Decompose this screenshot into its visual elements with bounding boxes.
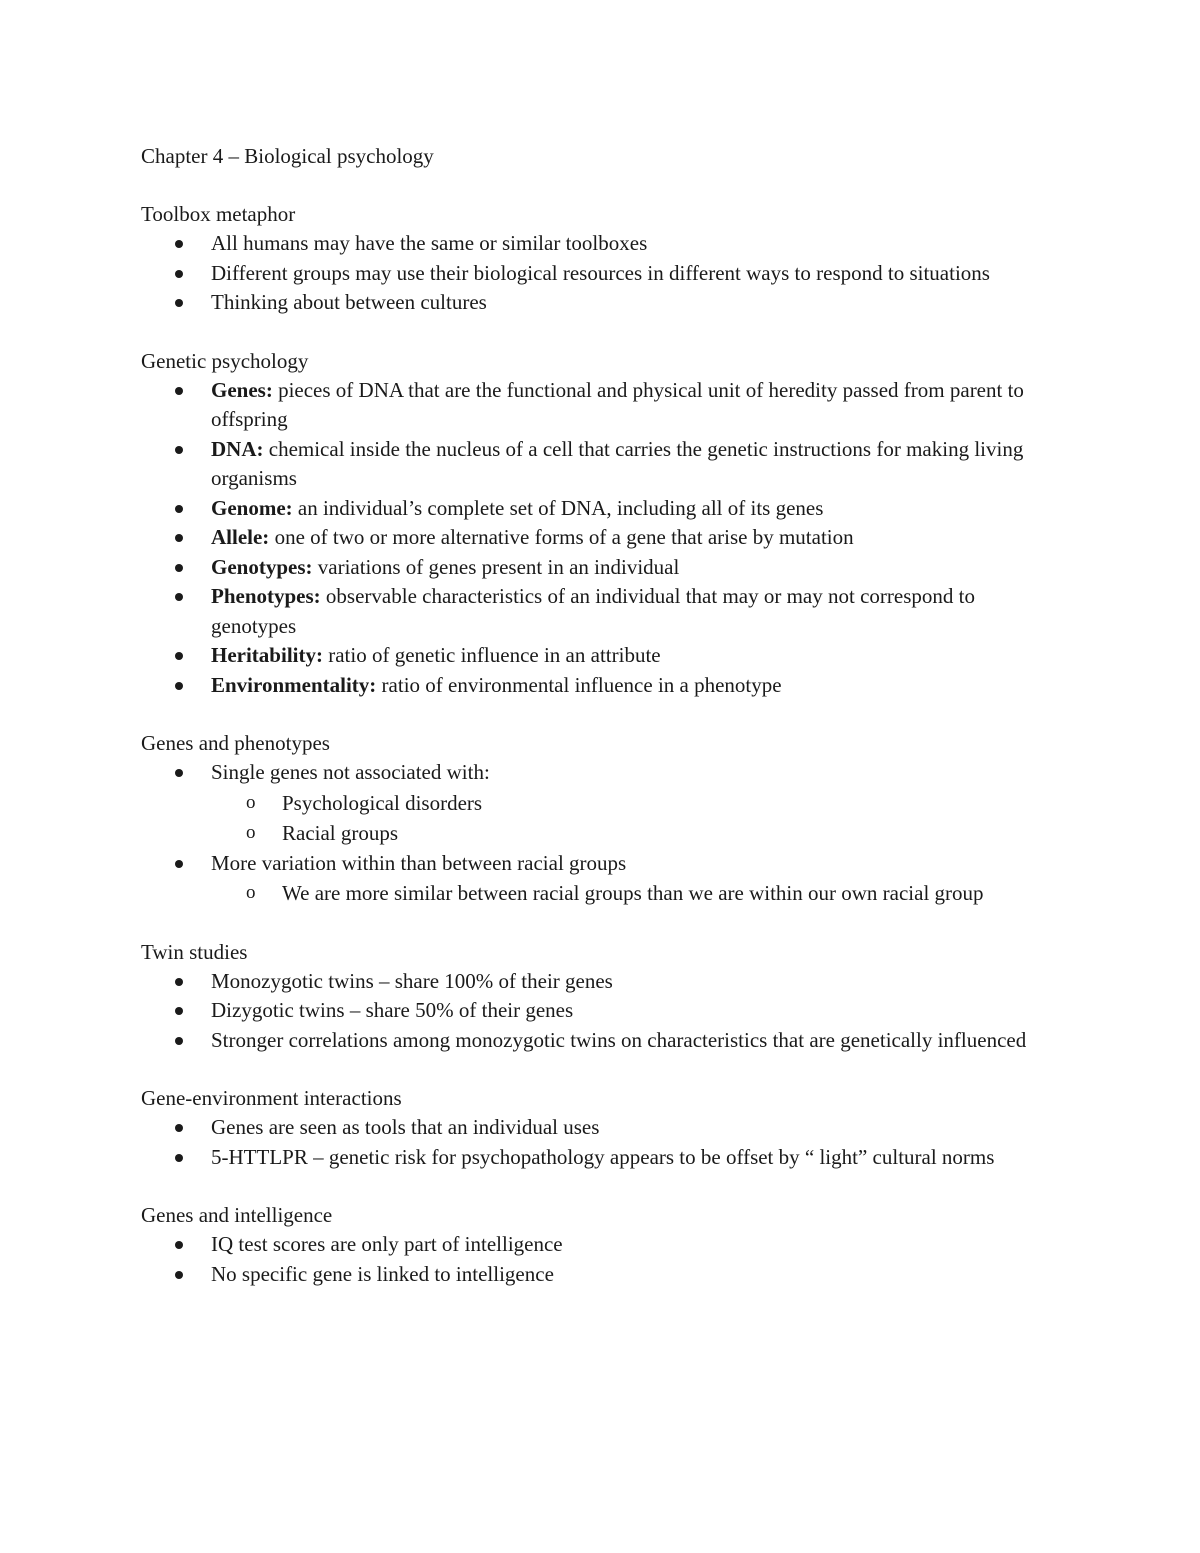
- term-label: DNA:: [211, 436, 264, 461]
- bullet-list: [141, 229, 1061, 318]
- bullet-icon: [175, 240, 183, 248]
- term-label: Environmentality:: [211, 672, 377, 697]
- item-text: Dizygotic twins – share 50% of their genes: [211, 998, 574, 1022]
- item-text: variations of genes present in an individual: [312, 554, 680, 579]
- bullet-icon: [175, 299, 183, 307]
- bullet-icon: [175, 769, 183, 777]
- item-text: Thinking about between cultures: [211, 290, 487, 314]
- list-item: [211, 996, 1061, 1026]
- bullet-list: [141, 1230, 1061, 1289]
- list-item: [211, 582, 1061, 641]
- sub-item-text: We are more similar between racial groups than we are within our own racial group: [282, 881, 984, 905]
- term-label: Genome:: [211, 495, 293, 520]
- section: [141, 729, 1061, 909]
- bullet-list: [141, 1113, 1061, 1172]
- item-text: Genes are seen as tools that an individual uses: [211, 1115, 600, 1139]
- term-label: Genotypes:: [211, 554, 313, 579]
- document-title: Chapter 4 – Biological psychology: [141, 144, 434, 168]
- list-item: [211, 758, 1061, 849]
- sub-bullet-icon: o: [246, 822, 256, 843]
- section: [141, 347, 1061, 701]
- sub-list-item: [246, 878, 1061, 909]
- bullet-list: [141, 376, 1061, 701]
- list-item: [211, 1143, 1061, 1173]
- section-heading: Toolbox metaphor: [141, 202, 296, 226]
- item-text: Stronger correlations among monozygotic twins on characteristics that are genetically influenced: [211, 1027, 1027, 1052]
- list-item: [211, 1113, 1061, 1143]
- section-heading: Twin studies: [141, 939, 248, 964]
- list-item: [211, 1230, 1061, 1260]
- bullet-icon: [175, 1007, 183, 1015]
- list-item: [211, 435, 1061, 494]
- bullet-list: [141, 967, 1061, 1056]
- bullet-icon: [175, 387, 183, 395]
- bullet-icon: [175, 978, 183, 986]
- list-item: [211, 1260, 1061, 1290]
- item-text: All humans may have the same or similar toolboxes: [211, 231, 648, 255]
- bullet-icon: [175, 652, 183, 660]
- item-text: ratio of environmental influence in a phenotype: [376, 672, 782, 697]
- bullet-icon: [175, 505, 183, 513]
- bullet-icon: [175, 564, 183, 572]
- item-text: Single genes not associated with:: [211, 760, 490, 784]
- bullet-icon: [175, 270, 183, 278]
- item-text: an individual’s complete set of DNA, including all of its genes: [292, 495, 824, 520]
- list-item: [211, 553, 1061, 583]
- document-page: [141, 142, 1061, 1289]
- item-text: No specific gene is linked to intelligence: [211, 1261, 554, 1286]
- section: [141, 938, 1061, 1056]
- bullet-icon: [175, 1154, 183, 1162]
- section-heading: Gene-environment interactions: [141, 1086, 402, 1110]
- term-label: Allele:: [211, 525, 270, 549]
- sub-item-text: Psychological disorders: [282, 790, 483, 815]
- section-heading: Genetic psychology: [141, 348, 309, 373]
- sub-list-item: [246, 818, 1061, 849]
- list-item: [211, 288, 1061, 318]
- bullet-icon: [175, 1241, 183, 1249]
- item-text: chemical inside the nucleus of a cell that carries the genetic instructions for making living organisms: [211, 436, 1024, 490]
- section: [141, 1201, 1061, 1289]
- sections-container: [141, 200, 1061, 1289]
- list-item: [211, 641, 1061, 671]
- item-text: pieces of DNA that are the functional and physical unit of heredity passed from parent to offspring: [211, 377, 1024, 431]
- item-text: IQ test scores are only part of intelligence: [211, 1232, 563, 1256]
- bullet-icon: [175, 860, 183, 868]
- term-label: Genes:: [211, 377, 273, 402]
- section: [141, 1084, 1061, 1172]
- item-text: More variation within than between racial groups: [211, 850, 627, 875]
- term-label: Phenotypes:: [211, 584, 321, 608]
- list-item: [211, 967, 1061, 997]
- item-text: Different groups may use their biological resources in different ways to respond to situations: [211, 260, 990, 285]
- section: [141, 200, 1061, 318]
- bullet-icon: [175, 534, 183, 542]
- bullet-icon: [175, 593, 183, 601]
- list-item: [211, 671, 1061, 701]
- bullet-icon: [175, 682, 183, 690]
- bullet-icon: [175, 446, 183, 454]
- sub-bullet-icon: o: [246, 882, 256, 903]
- sub-list: [211, 788, 1061, 849]
- list-item: [211, 376, 1061, 435]
- sub-list-item: [246, 788, 1061, 819]
- list-item: [211, 849, 1061, 909]
- list-item: [211, 494, 1061, 524]
- item-text: observable characteristics of an individual that may or may not correspond to genotypes: [211, 584, 975, 638]
- item-text: one of two or more alternative forms of a gene that arise by mutation: [269, 525, 854, 549]
- list-item: [211, 1026, 1061, 1056]
- bullet-icon: [175, 1271, 183, 1279]
- sub-bullet-icon: o: [246, 791, 256, 813]
- sub-item-text: Racial groups: [282, 821, 399, 845]
- section-heading: Genes and intelligence: [141, 1203, 333, 1227]
- list-item: [211, 523, 1061, 553]
- item-text: ratio of genetic influence in an attribute: [322, 643, 661, 667]
- list-item: [211, 229, 1061, 259]
- item-text: 5-HTTLPR – genetic risk for psychopathology appears to be offset by “ light” cultural norms: [211, 1144, 995, 1169]
- item-text: Monozygotic twins – share 100% of their genes: [211, 968, 613, 993]
- section-heading: Genes and phenotypes: [141, 731, 330, 755]
- bullet-list: [141, 758, 1061, 909]
- term-label: Heritability:: [211, 643, 323, 667]
- bullet-icon: [175, 1124, 183, 1132]
- list-item: [211, 259, 1061, 289]
- bullet-icon: [175, 1037, 183, 1045]
- sub-list: [211, 878, 1061, 909]
